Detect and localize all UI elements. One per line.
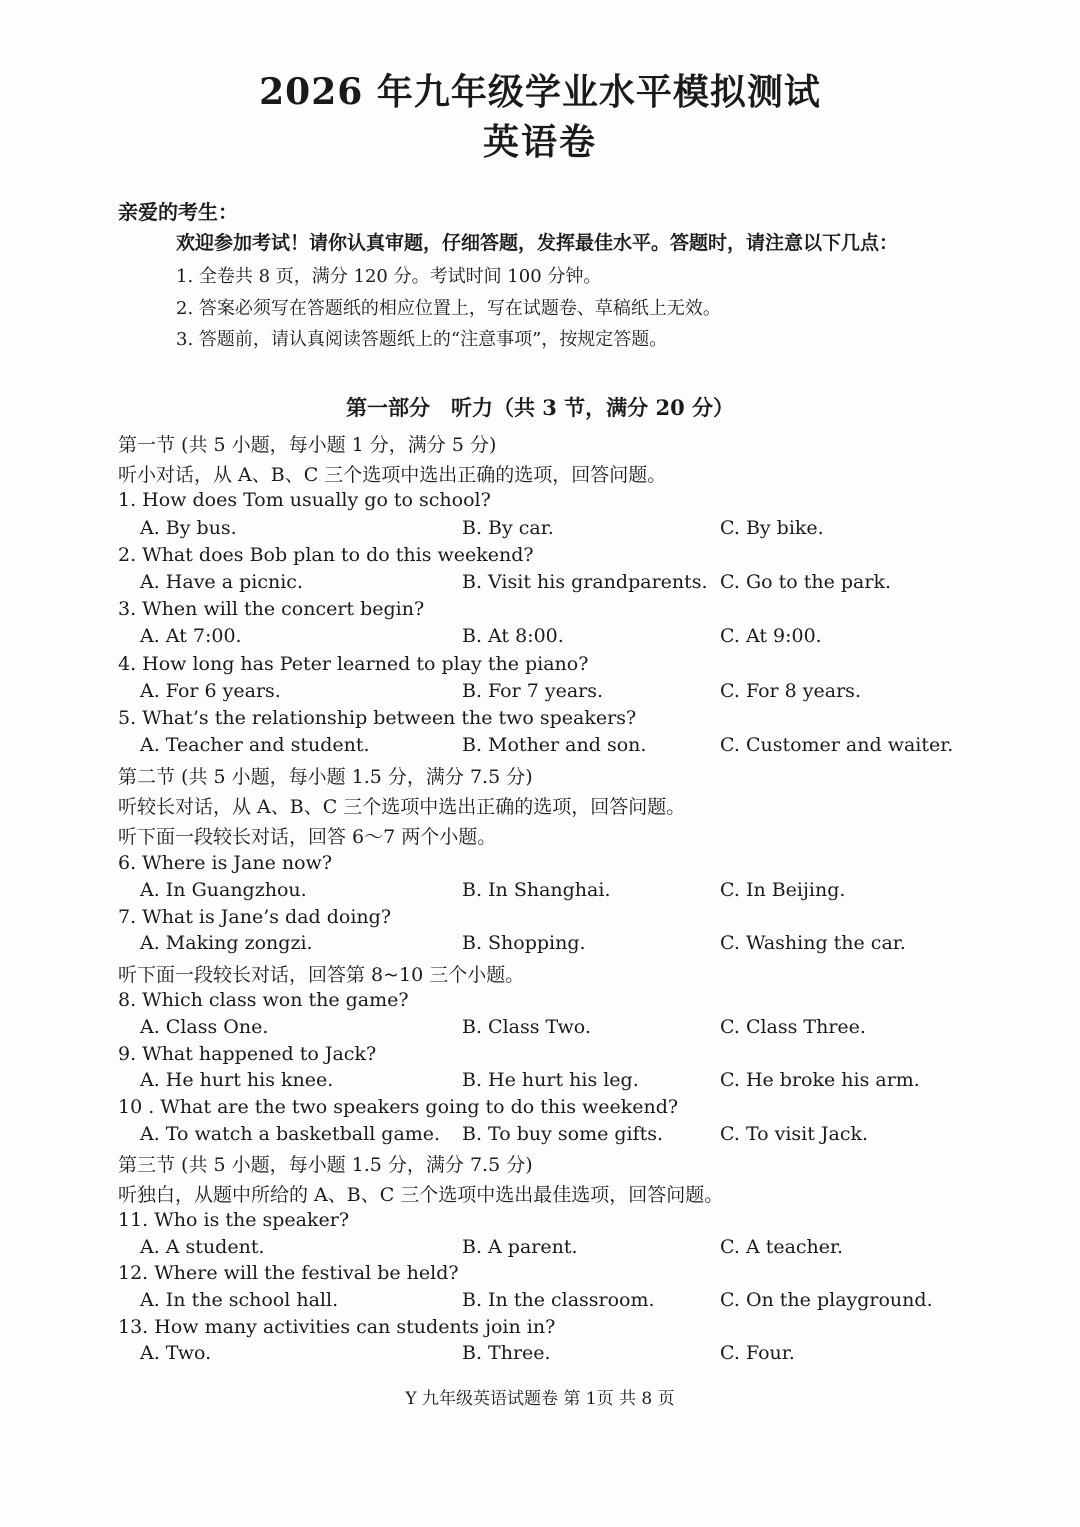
option-2c: C. Go to the park. (720, 571, 891, 593)
note-1: 1. 全卷共 8 页，满分 120 分。考试时间 100 分钟。 (176, 266, 602, 287)
question-9: 9. What happened to Jack? (118, 1043, 377, 1065)
option-12b: B. In the classroom. (462, 1289, 655, 1311)
question-1: 1. How does Tom usually go to school? (118, 489, 491, 511)
option-3a: A. At 7:00. (140, 625, 242, 647)
exam-title: 2026 年九年级学业水平模拟测试 (259, 71, 821, 113)
option-8a: A. Class One. (140, 1016, 269, 1038)
option-5c: C. Customer and waiter. (720, 734, 954, 756)
question-12: 12. Where will the festival be held? (118, 1262, 459, 1284)
section3-heading: 第三节 (共 5 小题，每小题 1.5 分，满分 7.5 分) (118, 1154, 533, 1176)
dialog-1-instruction: 听下面一段较长对话，回答 6～7 两个小题。 (118, 826, 497, 848)
note-3: 3. 答题前，请认真阅读答题纸上的“注意事项”，按规定答题。 (176, 329, 668, 350)
option-8c: C. Class Three. (720, 1016, 866, 1038)
option-10c: C. To visit Jack. (720, 1123, 869, 1145)
part1-title: 第一部分 听力（共 3 节，满分 20 分） (345, 395, 735, 420)
question-13: 13. How many activities can students join in? (118, 1316, 556, 1338)
option-2b: B. Visit his grandparents. (462, 571, 708, 593)
option-13a: A. Two. (140, 1342, 212, 1364)
question-3: 3. When will the concert begin? (118, 598, 425, 620)
section1-heading: 第一节 (共 5 小题，每小题 1 分，满分 5 分) (118, 434, 497, 456)
section2-instruction: 听较长对话，从 A、B、C 三个选项中选出正确的选项，回答问题。 (118, 796, 686, 818)
option-1c: C. By bike. (720, 517, 824, 539)
section2-heading: 第二节 (共 5 小题，每小题 1.5 分，满分 7.5 分) (118, 766, 533, 788)
question-8: 8. Which class won the game? (118, 989, 409, 1011)
question-10: 10 . What are the two speakers going to do this weekend? (118, 1096, 679, 1118)
option-3c: C. At 9:00. (720, 625, 822, 647)
option-10a: A. To watch a basketball game. (140, 1123, 441, 1145)
option-2a: A. Have a picnic. (140, 571, 303, 593)
option-6a: A. In Guangzhou. (140, 879, 307, 901)
question-7: 7. What is Jane’s dad doing? (118, 906, 392, 928)
option-11c: C. A teacher. (720, 1236, 844, 1258)
section1-instruction: 听小对话，从 A、B、C 三个选项中选出正确的选项，回答问题。 (118, 464, 667, 486)
option-10b: B. To buy some gifts. (462, 1123, 664, 1145)
option-12a: A. In the school hall. (140, 1289, 339, 1311)
option-6c: C. In Beijing. (720, 879, 846, 901)
option-13c: C. Four. (720, 1342, 795, 1364)
section3-instruction: 听独白，从题中所给的 A、B、C 三个选项中选出最佳选项，回答问题。 (118, 1184, 724, 1206)
question-5: 5. What’s the relationship between the two speakers? (118, 707, 637, 729)
option-6b: B. In Shanghai. (462, 879, 611, 901)
option-7a: A. Making zongzi. (140, 932, 313, 954)
option-7b: B. Shopping. (462, 932, 586, 954)
option-3b: B. At 8:00. (462, 625, 564, 647)
exam-subtitle: 英语卷 (482, 121, 597, 163)
intro-text: 欢迎参加考试！请你认真审题，仔细答题，发挥最佳水平。答题时，请注意以下几点： (176, 232, 899, 254)
option-9a: A. He hurt his knee. (140, 1069, 334, 1091)
dialog-2-instruction: 听下面一段较长对话，回答第 8~10 三个小题。 (118, 964, 525, 986)
option-8b: B. Class Two. (462, 1016, 591, 1038)
option-9b: B. He hurt his leg. (462, 1069, 639, 1091)
option-11b: B. A parent. (462, 1236, 578, 1258)
page-footer: Y 九年级英语试题卷 第 1页 共 8 页 (405, 1389, 675, 1409)
question-4: 4. How long has Peter learned to play the piano? (118, 653, 589, 675)
option-12c: C. On the playground. (720, 1289, 933, 1311)
option-5a: A. Teacher and student. (140, 734, 370, 756)
option-4c: C. For 8 years. (720, 680, 861, 702)
option-4a: A. For 6 years. (140, 680, 281, 702)
question-2: 2. What does Bob plan to do this weekend? (118, 544, 534, 566)
option-13b: B. Three. (462, 1342, 551, 1364)
option-4b: B. For 7 years. (462, 680, 604, 702)
option-1a: A. By bus. (140, 517, 237, 539)
question-11: 11. Who is the speaker? (118, 1209, 350, 1231)
greeting: 亲爱的考生： (118, 200, 238, 224)
note-2: 2. 答案必须写在答题纸的相应位置上，写在试题卷、草稿纸上无效。 (176, 298, 721, 319)
option-9c: C. He broke his arm. (720, 1069, 920, 1091)
option-5b: B. Mother and son. (462, 734, 647, 756)
option-7c: C. Washing the car. (720, 932, 906, 954)
option-11a: A. A student. (140, 1236, 265, 1258)
option-1b: B. By car. (462, 517, 554, 539)
question-6: 6. Where is Jane now? (118, 852, 333, 874)
